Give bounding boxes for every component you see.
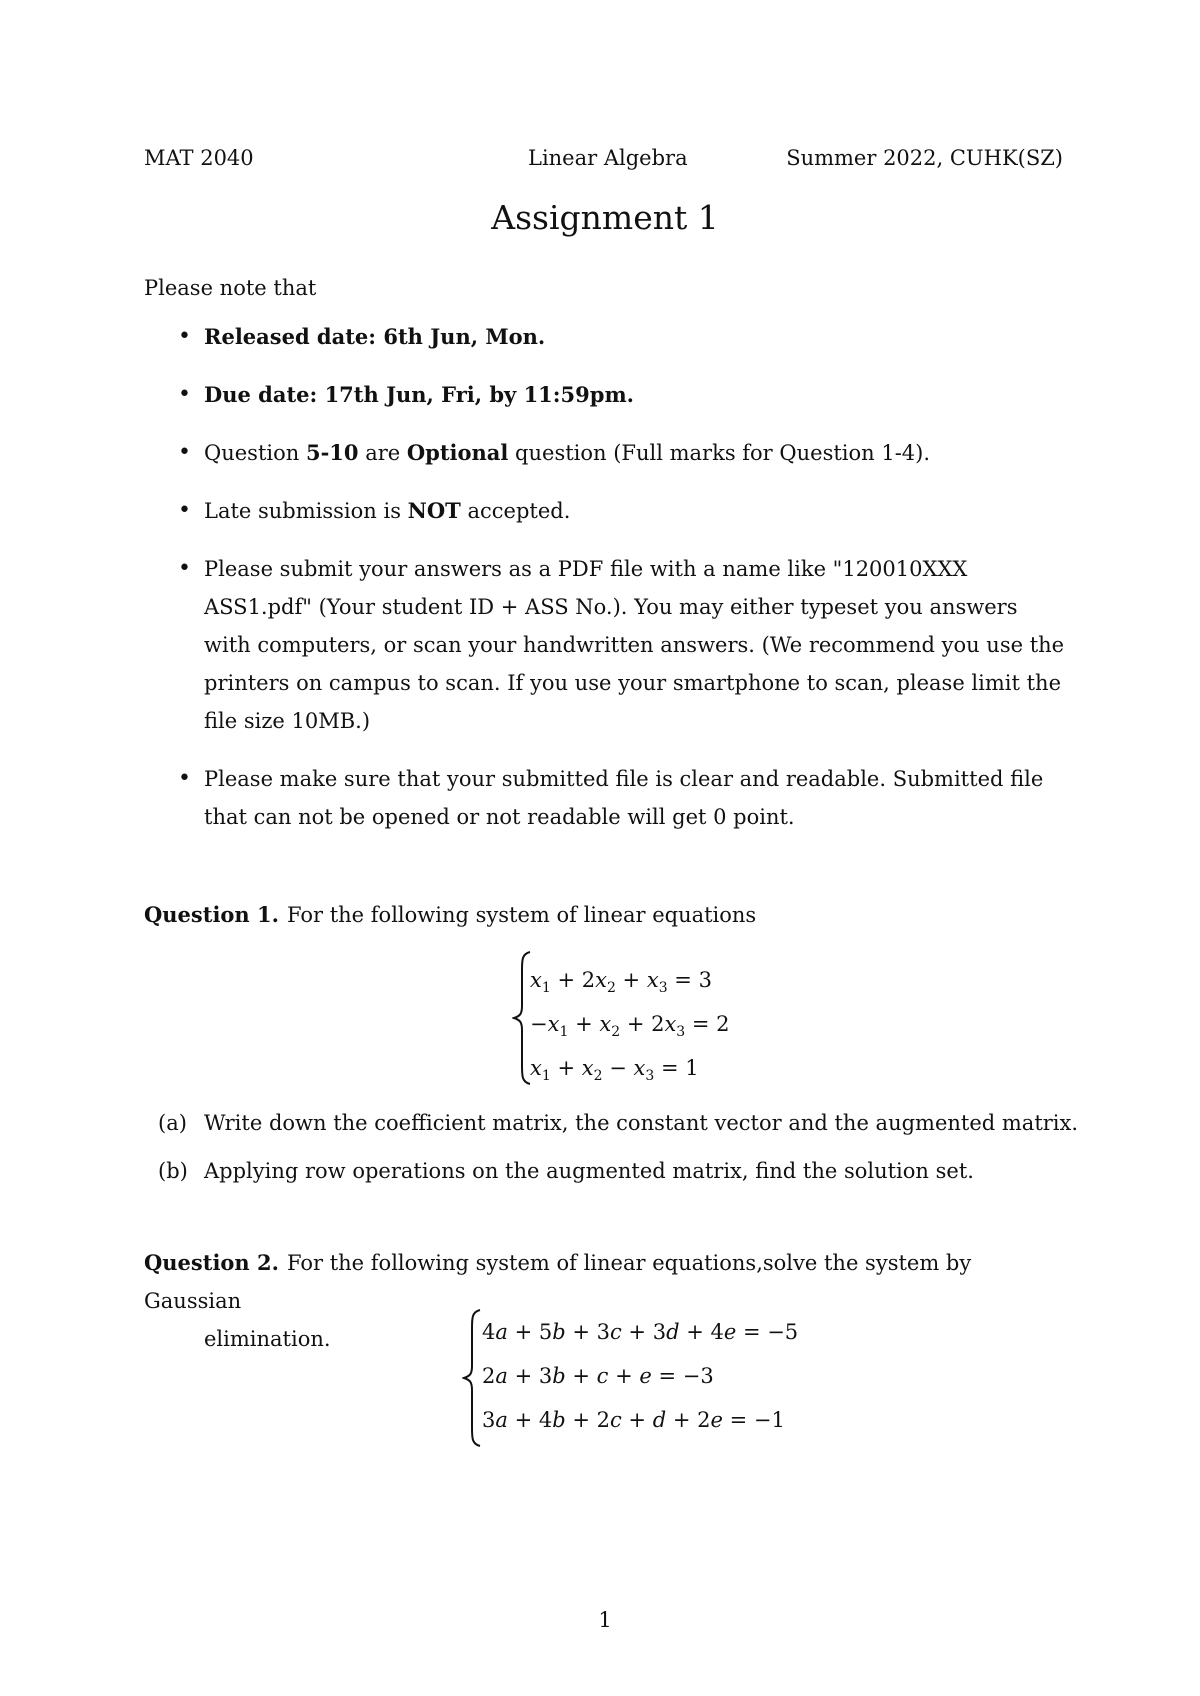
note-released: • Released date: 6th Jun, Mon. — [178, 318, 1068, 356]
part-a: (a) Write down the coefficient matrix, the constant vector and the augmented matrix. — [158, 1111, 1079, 1135]
course-subject: Linear Algebra — [528, 146, 688, 170]
equation-row: $-x_1 + x_2 + 2x_3 = 2$ — [530, 1012, 730, 1041]
notes-list — [178, 318, 1068, 856]
question-1-label: Question 1. — [144, 902, 279, 927]
question-1-system — [530, 958, 730, 1090]
question-2-text: For the following system of linear equations,solve the system by Gaussian — [144, 1251, 972, 1313]
notes-intro: Please note that — [144, 276, 317, 300]
note-late: • Late submission is NOT accepted. — [178, 492, 1068, 530]
course-term: Summer 2022, CUHK(SZ) — [786, 146, 1063, 170]
question-2-text-cont: elimination. — [204, 1327, 331, 1351]
question-2-system — [482, 1310, 798, 1442]
part-b: (b) Applying row operations on the augmented matrix, find the solution set. — [158, 1159, 974, 1183]
left-brace-icon — [462, 1308, 484, 1448]
equation-row: 4a + 5b + 3c + 3d + 4e = −5 — [482, 1320, 799, 1344]
note-due: • Due date: 17th Jun, Fri, by 11:59pm. — [178, 376, 1068, 414]
question-1-parts — [158, 1104, 1078, 1200]
equation-row: $x_1 + 2x_2 + x_3 = 3$ — [530, 968, 712, 997]
question-1-text: For the following system of linear equations — [286, 903, 757, 927]
question-1 — [144, 896, 1066, 934]
equation-row: 3a + 4b + 2c + d + 2e = −1 — [482, 1408, 785, 1432]
equation-row: $x_1 + x_2 - x_3 = 1$ — [530, 1056, 699, 1085]
page-number: 1 — [598, 1608, 612, 1632]
note-optional: • Question 5-10 are Optional question (Full marks for Question 1-4). — [178, 434, 1068, 472]
question-2-label: Question 2. — [144, 1250, 279, 1275]
assignment-title: Assignment 1 — [491, 198, 719, 237]
note-submit: • Please submit your answers as a PDF file with a name like "120010XXX ASS1.pdf" (Your student ID + ASS No.). You may either typeset you answers with computers, or scan your handwritten answers. (We recommend you use the printers on campus to scan. If you use your smartphone to scan, please limit the file size 10MB.) — [178, 550, 1068, 740]
course-code: MAT 2040 — [144, 146, 254, 170]
equation-row: 2a + 3b + c + e = −3 — [482, 1364, 714, 1388]
note-readable: • Please make sure that your submitted file is clear and readable. Submitted file that can not be opened or not readable will get 0 point. — [178, 760, 1068, 836]
